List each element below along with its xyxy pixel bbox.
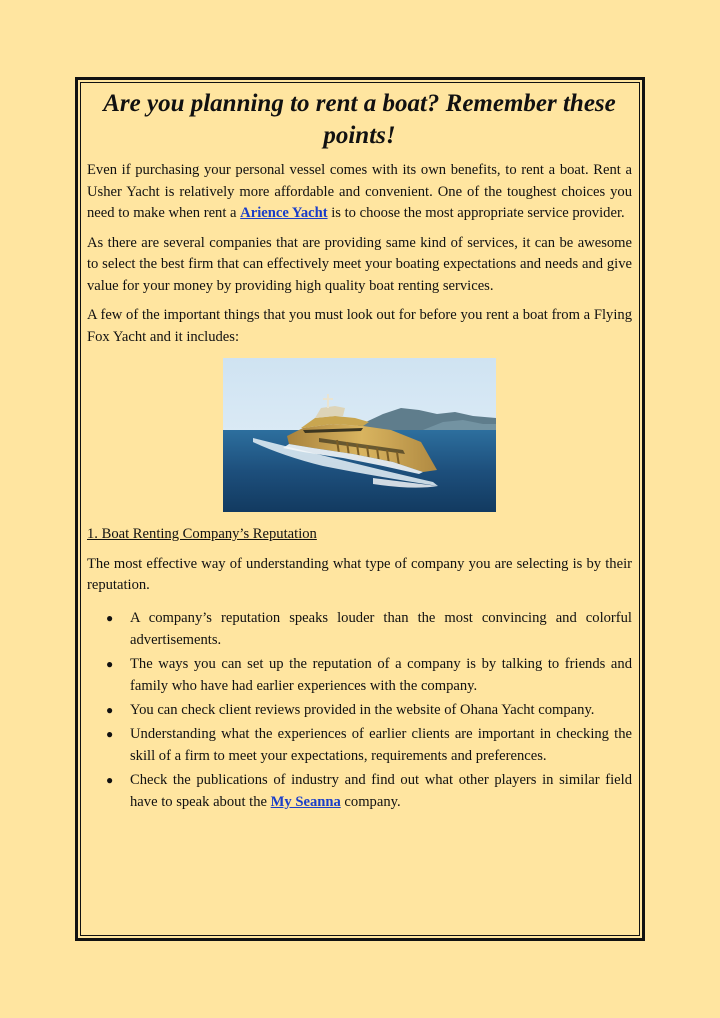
yacht-photo [223, 358, 496, 512]
intro-paragraph: Even if purchasing your personal vessel comes with its own benefits, to rent a boat. Rent a Usher Yacht is relatively more affordable and convenient. One of the toughest choices you need to make when rent a Arience Yacht is to choose the most appropriate service provider. [87, 162, 632, 221]
bullet-icon: ● [106, 772, 114, 787]
page-title: Are you planning to rent a boat? Remember these points! [103, 90, 616, 149]
document-body [87, 88, 632, 815]
list-item: ● The ways you can set up the reputation of a company is by talking to friends and family who have had earlier experiences with the company. [130, 653, 632, 697]
arience-yacht-link[interactable]: Arience Yacht [240, 205, 328, 221]
list-item: ● Understanding what the experiences of earlier clients are important in checking the skill of a firm to meet your expectations, requirements and preferences. [130, 723, 632, 767]
list-item: ● Check the publications of industry and find out what other players in similar field have to speak about the My Seanna company. [130, 769, 632, 813]
bullet-icon: ● [106, 656, 114, 671]
bullet-icon: ● [106, 610, 114, 625]
things-paragraph: A few of the important things that you must look out for before you rent a boat from a Flying Fox Yacht and it includes: [87, 307, 632, 345]
my-seanna-link[interactable]: My Seanna [270, 793, 341, 810]
reputation-list [87, 607, 632, 813]
section-heading-reputation: 1. Boat Renting Company’s Reputation [87, 526, 317, 542]
companies-paragraph: As there are several companies that are providing same kind of services, it can be awesome to select the best firm that can effectively meet your boating expectations and needs and give value for your money by providing high quality boat renting services. [87, 234, 632, 294]
yacht-photo-icon [223, 358, 496, 512]
bullet-icon: ● [106, 726, 114, 741]
bullet-icon: ● [106, 702, 114, 717]
reputation-intro: The most effective way of understanding what type of company you are selecting is by their reputation. [87, 555, 632, 593]
list-item: ● A company’s reputation speaks louder than the most convincing and colorful advertisements. [130, 607, 632, 651]
list-item: ● You can check client reviews provided in the website of Ohana Yacht company. [130, 699, 632, 721]
